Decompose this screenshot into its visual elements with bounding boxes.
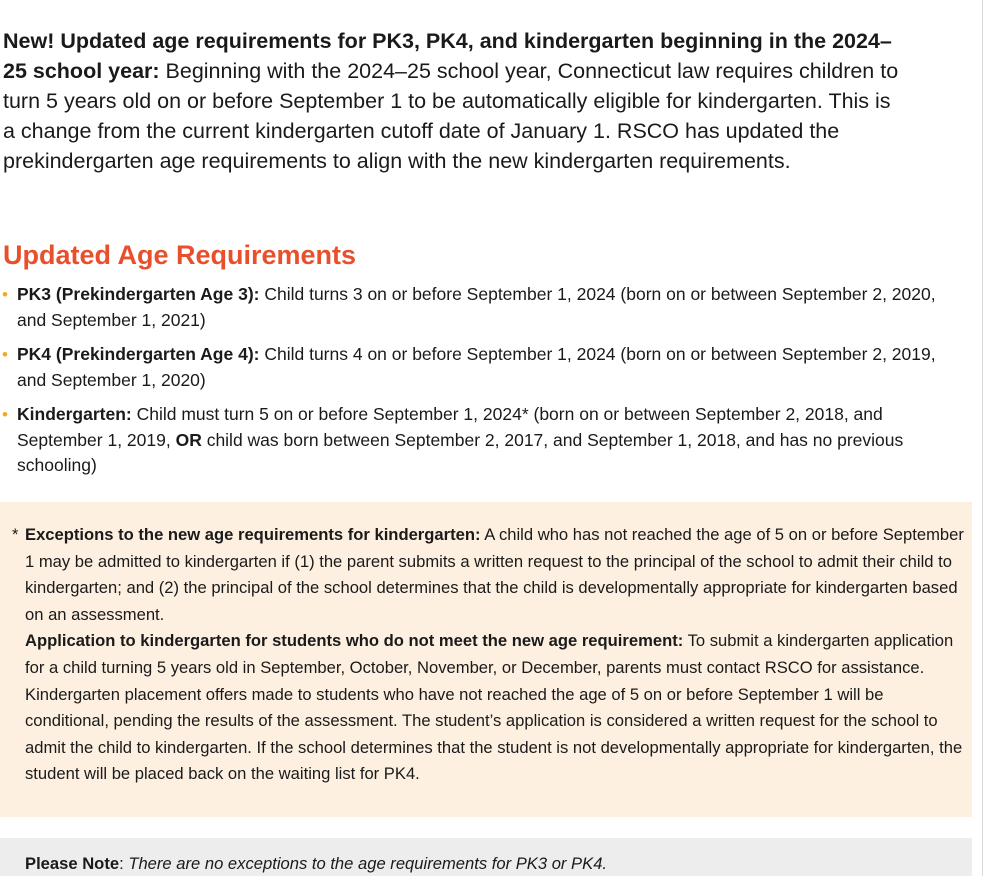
pk3-text: Child turns 3 on or before September 1, 2024 (born on or between September 2, 2020, and September 1, 2021) (17, 284, 936, 330)
kindergarten-label: Kindergarten: (17, 404, 132, 424)
kindergarten-text-a: Child must turn 5 on or before September 1, 2024* (born on or between September 2, 2018, and September 1, 2019, (17, 404, 883, 450)
intro-bold-lead: New! Updated age requirements for PK3, PK4, and kindergarten beginning in the 2024–25 school year: (3, 29, 892, 83)
list-item-pk4 (0, 342, 960, 393)
exceptions-content (12, 522, 970, 788)
exceptions-title: Exceptions to the new age requirements for kindergarten: (25, 525, 481, 544)
kindergarten-text-b: child was born between September 2, 2017, and September 1, 2018, and has no previous schooling) (17, 429, 904, 475)
application-title: Application to kindergarten for students who do not meet the new age requirement: (25, 631, 684, 651)
asterisk-marker: * (12, 525, 19, 544)
note-colon: : (119, 854, 124, 873)
application-body: To submit a kindergarten application for a child turning 5 years old in September, October, November, or December, parents must contact RSCO for assistance. Kindergarten placement offers made to students who have not reached the age of 5 on or before September 1 will be conditional, pending the results of the assessment. The student’s application is considered a written request for the school to admit the child to kindergarten. If the school determines that the student is not developmentally appropriate for kindergarten, the student will be placed back on the waiting list for PK4. (25, 631, 963, 784)
list-item-kindergarten (0, 402, 960, 479)
note-label: Please Note (25, 854, 120, 873)
bullet-icon: • (2, 345, 8, 364)
note-body: There are no exceptions to the age requirements for PK3 or PK4. (123, 854, 608, 873)
section-heading: Updated Age Requirements (3, 240, 357, 270)
pk4-text: Child turns 4 on or before September 1, 2024 (born on or between September 2, 2019, and September 1, 2020) (17, 344, 936, 390)
kindergarten-or: OR (175, 429, 202, 450)
exceptions-paragraph (25, 522, 970, 628)
intro-body: Beginning with the 2024–25 school year, Connecticut law requires children to turn 5 years old on or before September 1 to be automatically eligible for kindergarten. This is a change from the current kindergarten cutoff date of January 1. RSCO has updated the prekindergarten age requirements to align with the new kindergarten requirements. (3, 59, 899, 173)
intro-paragraph (3, 26, 903, 176)
application-paragraph (25, 628, 970, 788)
bullet-icon: • (2, 285, 8, 304)
bullet-icon: • (2, 405, 8, 424)
requirements-list (0, 282, 960, 488)
note-paragraph (25, 852, 607, 876)
pk4-label: PK4 (Prekindergarten Age 4): (17, 344, 260, 364)
exceptions-body: A child who has not reached the age of 5 on or before September 1 may be admitted to kindergarten if (1) the parent submits a written request to the principal of the school to admit their child to kindergarten; and (2) the principal of the school determines that the child is developmentally appropriate for kindergarten based on an assessment. (25, 525, 964, 624)
list-item-pk3 (0, 282, 960, 333)
pk3-label: PK3 (Prekindergarten Age 3): (17, 284, 260, 304)
